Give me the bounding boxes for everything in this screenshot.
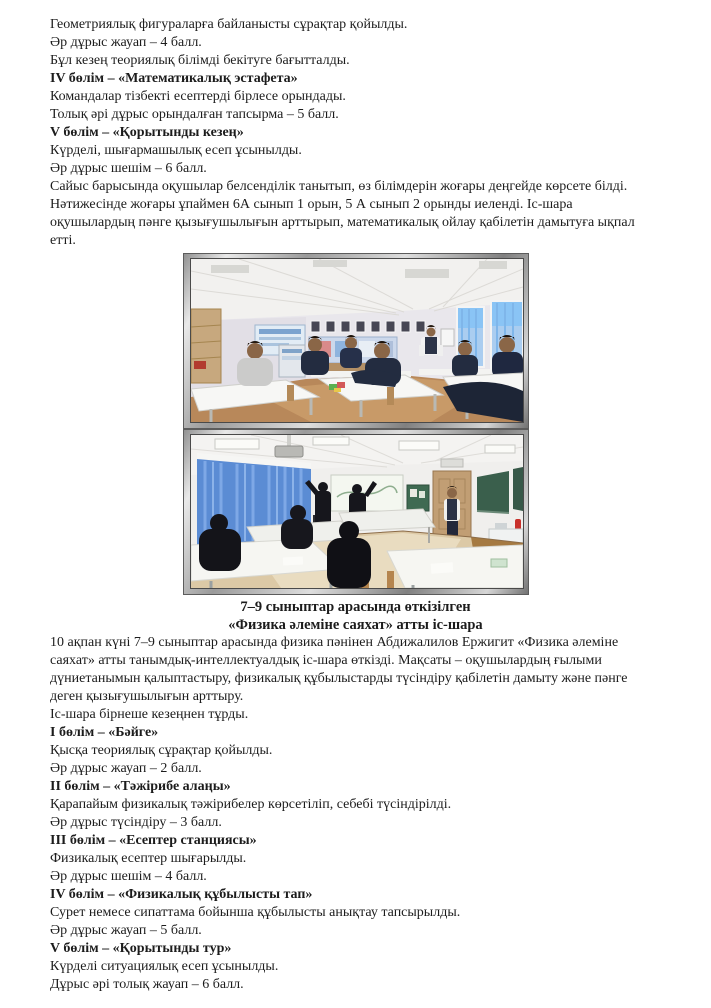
doc-line: Әр дұрыс түсіндіру – 3 балл. (50, 815, 222, 830)
photo-frame-2 (183, 429, 529, 595)
section-heading-phys-2: II бөлім – «Тәжірибе алаңы» (50, 779, 231, 794)
doc-line: Іс-шара бірнеше кезеңнен тұрды. (50, 707, 249, 722)
doc-line: Толық әрі дұрыс орындалған тапсырма – 5 балл. (50, 107, 339, 122)
photo-caption-line-1: 7–9 сыныптар арасында өткізілген (240, 599, 471, 615)
section-heading-math-5: V бөлім – «Қорытынды кезең» (50, 125, 244, 140)
doc-line: Әр дұрыс жауап – 4 балл. (50, 35, 202, 50)
section-heading-phys-4: IV бөлім – «Физикалық құбылысты тап» (50, 887, 313, 902)
doc-line: Әр дұрыс шешім – 6 балл. (50, 161, 207, 176)
doc-line: Физикалық есептер шығарылды. (50, 851, 247, 866)
photo-caption-line-2: «Физика әлеміне саяхат» атты іс-шара (228, 617, 483, 633)
doc-line: Бұл кезең теориялық білімді бекітуге бағытталды. (50, 53, 350, 68)
classroom-photo-1 (190, 258, 524, 423)
section-heading-phys-1: I бөлім – «Бәйге» (50, 725, 159, 740)
classroom-photo-2 (190, 434, 524, 589)
doc-line: Геометриялық фигураларға байланысты сұрақтар қойылды. (50, 17, 408, 32)
section-heading-phys-5: V бөлім – «Қорытынды тур» (50, 941, 232, 956)
doc-paragraph-results: Нәтижесінде жоғары ұпаймен 6А сынып 1 орын, 5 А сынып 2 орынды иеленді. Іс-шара оқушылардың пәнге қызығушылығын арттырып, математикалық ойлау қабілетін дамытуға ықпал етті. (50, 197, 635, 248)
doc-line: Сурет немесе сипаттама бойынша құбылысты анықтау тапсырылды. (50, 905, 461, 920)
doc-line: Күрделі, шығармашылық есеп ұсынылды. (50, 143, 302, 158)
doc-line: Дұрыс әрі толық жауап – 6 балл. (50, 977, 244, 992)
doc-line: Әр дұрыс жауап – 5 балл. (50, 923, 202, 938)
doc-line: Командалар тізбекті есептерді бірлесе орындады. (50, 89, 346, 104)
doc-line: Күрделі ситуациялық есеп ұсынылды. (50, 959, 279, 974)
photo-block (183, 253, 529, 595)
doc-line: Қысқа теориялық сұрақтар қойылды. (50, 743, 273, 758)
section-heading-phys-3: III бөлім – «Есептер станциясы» (50, 833, 257, 848)
doc-line: Сайыс барысында оқушылар белсенділік танытып, өз білімдерін жоғары деңгейде көрсете білді. (50, 179, 628, 194)
doc-line: Әр дұрыс шешім – 4 балл. (50, 869, 207, 884)
section-heading-math-4: IV бөлім – «Математикалық эстафета» (50, 71, 298, 86)
doc-line: Қарапайым физикалық тәжірибелер көрсетіліп, себебі түсіндірілді. (50, 797, 452, 812)
doc-line: Әр дұрыс жауап – 2 балл. (50, 761, 202, 776)
photo-frame-1 (183, 253, 529, 429)
intro-paragraph: 10 ақпан күні 7–9 сыныптар арасында физика пәнінен Абдижалилов Ержигит «Физика әлеміне саяхат» атты танымдық-интеллектуалдық іс-шара өткізді. Мақсаты – оқушылардың ғылыми дүниетанымын қалыптастыру, физикалық құбылыстарды түсіндіру қабілетін дамыту және пәнге деген қызығушылығын арттыру. (50, 635, 628, 704)
